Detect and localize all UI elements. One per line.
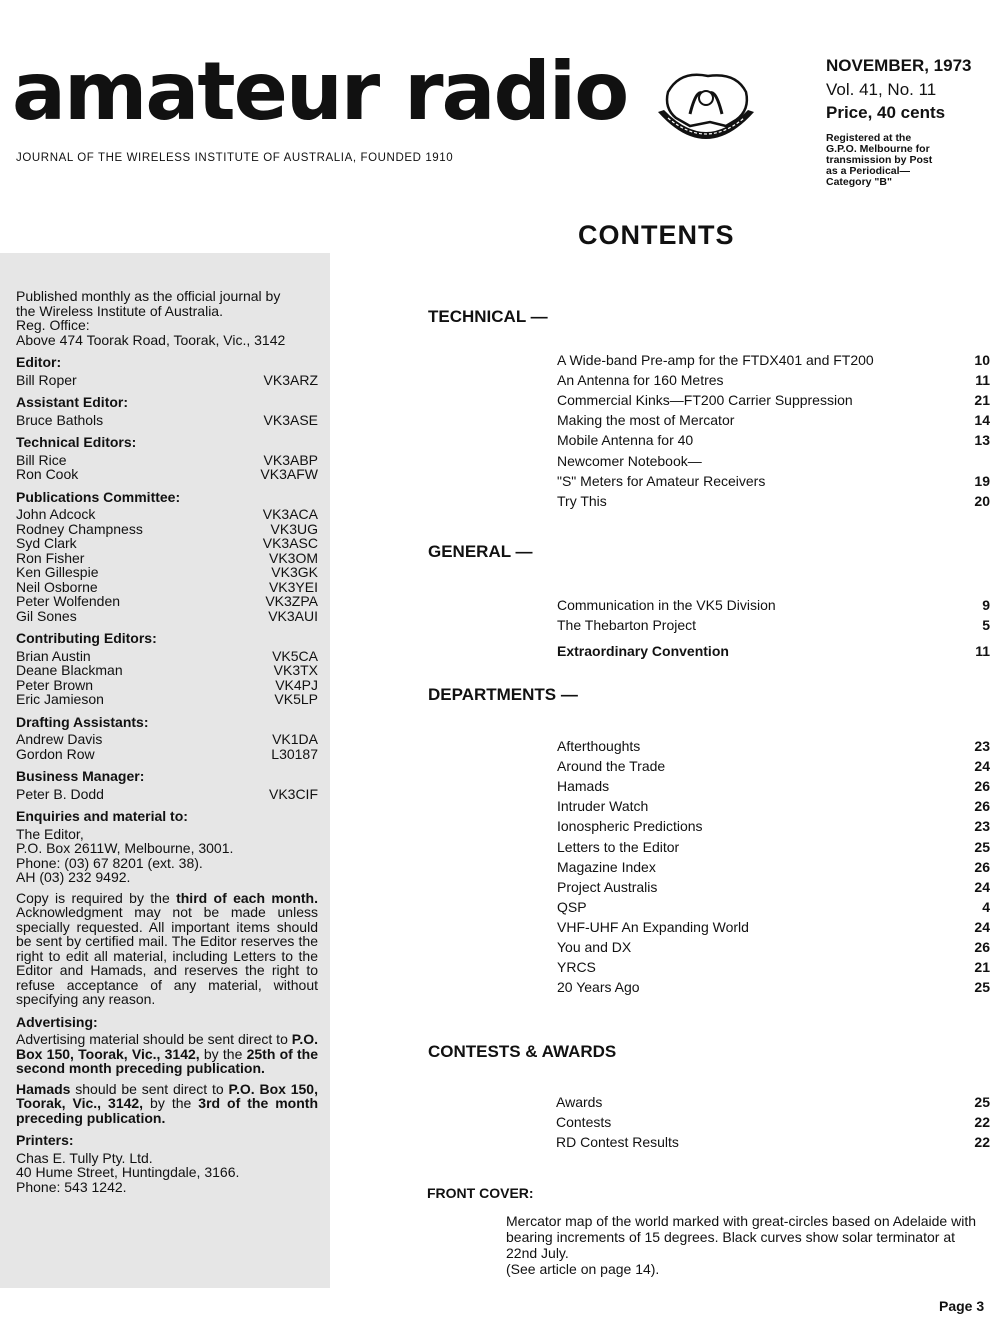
toc-entry-page: 9 (982, 597, 990, 614)
toc-entry (557, 491, 990, 511)
staff-name: Eric Jamieson (16, 691, 104, 707)
toc-entry-title: Communication in the VK5 Division (557, 597, 776, 614)
staff-name: Syd Clark (16, 535, 77, 551)
staff-groups (16, 355, 318, 801)
staff-name: Gordon Row (16, 745, 95, 762)
toc-entry-page: 26 (974, 938, 990, 955)
toc-list-technical (557, 350, 990, 511)
toc-entry (557, 390, 990, 410)
toc-entry-page: 11 (975, 372, 990, 389)
staff-name: Brian Austin (16, 647, 91, 664)
toc-entry-page: 24 (974, 878, 990, 895)
staff-callsign: VK3ASC (262, 535, 318, 551)
staff-group-heading: Editor: (16, 354, 62, 370)
toc-entry-page: 5 (982, 617, 990, 634)
staff-callsign: VK3UG (270, 520, 318, 537)
staff-member (16, 609, 318, 624)
toc-entry-title: RD Contest Results (556, 1134, 679, 1151)
toc-entry (557, 641, 990, 661)
staff-group-heading: Contributing Editors: (16, 630, 157, 646)
printers-address: Chas E. Tully Pty. Ltd. 40 Hume Street, Huntingdale, 3166. Phone: 543 1242. (16, 1149, 240, 1195)
toc-entry-title: Letters to the Editor (557, 838, 680, 855)
staff-group-heading: Publications Committee: (16, 488, 181, 505)
staff-name: Neil Osborne (16, 578, 98, 595)
toc-entry-title: The Thebarton Project (557, 617, 697, 634)
staff-name: Peter Brown (16, 676, 94, 693)
toc-entry (557, 595, 990, 615)
issue-info (826, 56, 996, 188)
journal-title: amateur radio (12, 45, 628, 138)
staff-group-heading: Technical Editors: (16, 434, 137, 450)
toc-entry-title: 20 Years Ago (557, 979, 640, 996)
toc-entry-title: A Wide-band Pre-amp for the FTDX401 and FT200 (557, 352, 874, 369)
staff-member (16, 649, 318, 664)
copy-policy: Copy is required by the third of each month. Acknowledgment may not be made unless specially requested. All important items should be sent by certified mail. The Editor reserves the right to edit all material, including Letters to the Editor and Hamads, and reserves the right to refuse acceptance of any material, without specifying any reason. (16, 889, 318, 1007)
staff-callsign: L30187 (271, 745, 318, 762)
toc-entry-page: 19 (974, 472, 990, 489)
toc-entry-title: YRCS (557, 959, 596, 976)
toc-entry-page: 11 (975, 643, 990, 660)
toc-entry (557, 756, 990, 776)
staff-callsign: VK3OM (268, 549, 318, 566)
toc-entry-title: Contests (556, 1114, 612, 1131)
toc-entry-title: Ionospheric Predictions (557, 818, 703, 835)
toc-entry (557, 450, 990, 470)
staff-callsign: VK4PJ (275, 676, 318, 693)
toc-entry-page: 4 (982, 898, 990, 915)
staff-group-heading: Business Manager: (16, 768, 145, 784)
toc-entry (557, 857, 990, 877)
enquiries-heading: Enquiries and material to: (16, 808, 188, 824)
section-heading-departments: DEPARTMENTS — (428, 685, 578, 704)
sidebar-content (16, 289, 318, 1194)
toc-entry-title: Magazine Index (557, 858, 656, 875)
issue-volume: Vol. 41, No. 11 (826, 80, 937, 99)
staff-name: Ron Cook (16, 466, 79, 482)
toc-entry-title: Intruder Watch (557, 798, 649, 815)
staff-name: Ken Gillespie (16, 564, 99, 580)
toc-entry (556, 1112, 990, 1132)
section-heading-technical: TECHNICAL — (428, 307, 548, 326)
staff-member (16, 507, 318, 522)
staff-member (16, 678, 318, 693)
staff-callsign: VK1DA (272, 731, 318, 747)
staff-name: Rodney Champness (16, 520, 143, 537)
toc-entry-title: Hamads (557, 778, 610, 795)
toc-entry-page: 25 (974, 838, 990, 855)
toc-entry-page: 21 (974, 959, 990, 976)
staff-member (16, 594, 318, 609)
registration-note: Registered at the G.P.O. Melbourne for transmission by Post as a Periodical— Category "B" (826, 132, 933, 188)
toc-entry-page: 22 (974, 1114, 990, 1131)
enquiries-address: The Editor, P.O. Box 2611W, Melbourne, 3001. Phone: (03) 67 8201 (ext. 38). AH (03) 232 9492. (16, 825, 234, 885)
issue-price: Price, 40 cents (826, 103, 946, 122)
staff-callsign: VK3CIF (268, 785, 318, 802)
staff-member (16, 663, 318, 678)
toc-entry-title: Afterthoughts (557, 738, 641, 755)
staff-group-heading: Assistant Editor: (16, 394, 129, 410)
toc-entry-page: 23 (974, 738, 990, 755)
staff-name: Bruce Bathols (16, 411, 104, 428)
toc-entry-page: 26 (974, 778, 990, 795)
staff-callsign: VK3YEI (268, 578, 318, 595)
toc-entry-page: 10 (974, 352, 990, 369)
toc-entry-title: QSP (557, 898, 587, 915)
staff-member (16, 453, 318, 468)
staff-callsign: VK3TX (273, 662, 318, 678)
staff-member (16, 536, 318, 551)
staff-member (16, 373, 318, 388)
hamads-note: Hamads should be sent direct to P.O. Box 150, Toorak, Vic., 3142, by the 3rd of the month preceding publication. (16, 1080, 318, 1126)
toc-entry (557, 430, 990, 450)
staff-name: Ron Fisher (16, 549, 85, 566)
printers-heading: Printers: (16, 1132, 74, 1148)
toc-entry (557, 816, 990, 836)
masthead-sidebar (0, 253, 330, 1288)
toc-entry-title: An Antenna for 160 Metres (557, 372, 724, 389)
staff-member (16, 692, 318, 707)
staff-name: Gil Sones (16, 607, 77, 624)
toc-entry (557, 796, 990, 816)
toc-entry-page: 14 (974, 412, 990, 429)
toc-entry (556, 1132, 990, 1152)
staff-name: Bill Roper (16, 371, 77, 388)
staff-member (16, 467, 318, 482)
toc-entry (557, 370, 990, 390)
contents-heading: CONTENTS (578, 220, 735, 250)
toc-entry (557, 897, 990, 917)
toc-entry-title: Project Australis (557, 878, 658, 895)
front-cover-description: Mercator map of the world marked with great-circles based on Adelaide with bearing increments of 15 degrees. Black curves show solar terminator at 22nd July. (See article on page 14). (506, 1213, 976, 1277)
toc-entry (557, 957, 990, 977)
staff-name: Peter B. Dodd (16, 785, 104, 802)
toc-entry-page: 20 (974, 492, 990, 509)
staff-name: Peter Wolfenden (16, 593, 121, 609)
staff-member (16, 551, 318, 566)
staff-member (16, 732, 318, 747)
toc-list-general (557, 595, 990, 661)
staff-member (16, 747, 318, 762)
staff-callsign: VK3ZPA (265, 593, 318, 609)
section-heading-general: GENERAL — (428, 542, 533, 561)
toc-entry (556, 1092, 990, 1112)
toc-entry (557, 877, 990, 897)
toc-entry-page: 13 (974, 432, 990, 449)
staff-callsign: VK3AUI (268, 607, 318, 624)
staff-name: Andrew Davis (16, 731, 103, 747)
wia-emblem-logo (650, 62, 762, 158)
staff-callsign: VK5LP (274, 691, 318, 707)
front-cover-heading: FRONT COVER: (427, 1185, 534, 1201)
toc-entry (557, 410, 990, 430)
toc-entry-page: 24 (974, 918, 990, 935)
toc-entry-page: 24 (974, 758, 990, 775)
toc-entry-title: Extraordinary Convention (557, 643, 729, 660)
staff-callsign: VK3ACA (262, 506, 318, 522)
staff-group-heading: Drafting Assistants: (16, 713, 149, 730)
section-heading-contests: CONTESTS & AWARDS (428, 1042, 617, 1061)
toc-entry (557, 350, 990, 370)
publisher-info: Published monthly as the official journal by the Wireless Institute of Australia. Reg. Office: Above 474 Toorak Road, Toorak, Vic., 3142 (16, 288, 286, 348)
toc-entry-title: Awards (556, 1094, 603, 1111)
staff-member (16, 565, 318, 580)
toc-entry-page: 25 (974, 979, 990, 996)
staff-member (16, 787, 318, 802)
toc-entry-title: Newcomer Notebook— (557, 452, 702, 469)
toc-entry-title: Around the Trade (557, 758, 666, 775)
staff-callsign: VK3ASE (263, 411, 318, 428)
advertising-note: Advertising material should be sent direct to P.O. Box 150, Toorak, Vic., 3142, by the 25th of the second month preceding publication. (16, 1031, 319, 1076)
toc-entry-page: 26 (974, 858, 990, 875)
staff-callsign: VK5CA (272, 647, 318, 664)
toc-entry (557, 776, 990, 796)
staff-name: Bill Rice (16, 451, 67, 468)
toc-entry (557, 736, 990, 756)
staff-member (16, 580, 318, 595)
toc-entry-title: Making the most of Mercator (557, 412, 735, 429)
staff-name: John Adcock (16, 506, 96, 522)
toc-entry-page: 23 (974, 818, 990, 835)
staff-name: Deane Blackman (16, 662, 123, 678)
toc-entry (557, 836, 990, 856)
advertising-heading: Advertising: (16, 1013, 98, 1030)
page-number: Page 3 (939, 1298, 985, 1314)
toc-entry-page: 25 (974, 1094, 990, 1111)
journal-subtitle: JOURNAL OF THE WIRELESS INSTITUTE OF AUSTRALIA, FOUNDED 1910 (16, 152, 454, 164)
toc-entry-title: Commercial Kinks—FT200 Carrier Suppression (557, 392, 853, 409)
toc-entry (557, 471, 990, 491)
toc-entry-page: 22 (974, 1134, 990, 1151)
toc-entry (557, 937, 990, 957)
toc-entry-page: 26 (974, 798, 990, 815)
staff-member (16, 522, 318, 537)
toc-list-departments (557, 736, 990, 997)
staff-callsign: VK3AFW (260, 466, 318, 482)
toc-entry (557, 917, 990, 937)
toc-entry-title: "S" Meters for Amateur Receivers (557, 472, 766, 489)
toc-list-contests (556, 1092, 990, 1152)
staff-member (16, 413, 318, 428)
staff-callsign: VK3ABP (263, 451, 318, 468)
staff-callsign: VK3ARZ (263, 371, 318, 388)
toc-entry-page: 21 (974, 392, 990, 409)
toc-entry-title: Mobile Antenna for 40 (557, 432, 694, 449)
issue-date: NOVEMBER, 1973 (826, 56, 972, 75)
toc-entry (557, 977, 990, 997)
toc-entry (557, 615, 990, 635)
toc-entry-title: VHF-UHF An Expanding World (557, 918, 749, 935)
staff-callsign: VK3GK (271, 564, 318, 580)
toc-entry-title: Try This (557, 492, 607, 509)
toc-entry-title: You and DX (557, 938, 632, 955)
